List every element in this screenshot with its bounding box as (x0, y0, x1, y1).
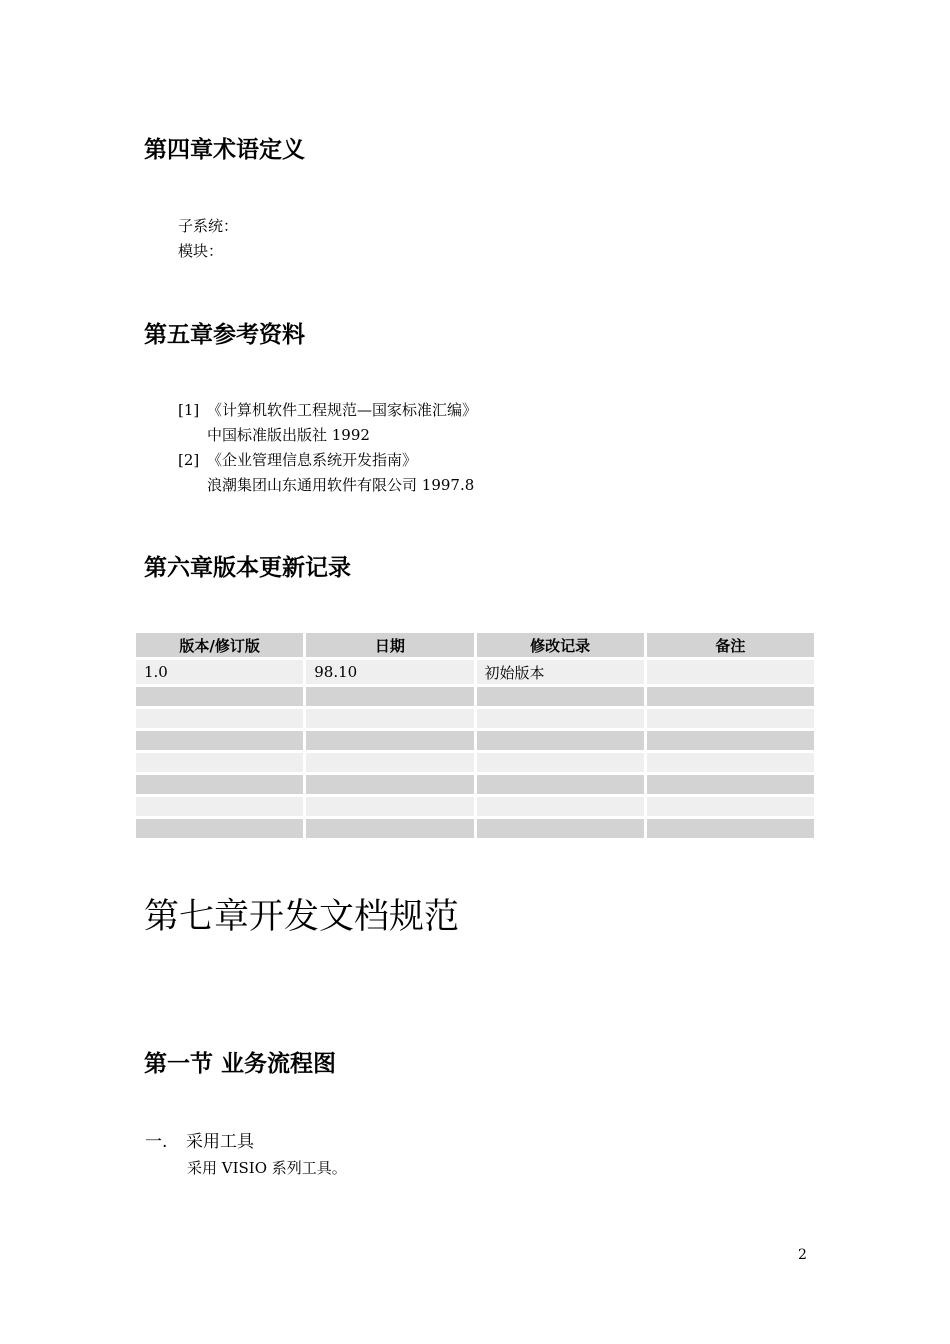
table-cell (477, 819, 644, 838)
table-row (136, 687, 814, 706)
table-cell (136, 687, 303, 706)
table-cell (647, 775, 814, 794)
ref-1-publisher: 中国标准版出版社 1992 (207, 426, 370, 444)
table-cell (136, 753, 303, 772)
header-change-log: 修改记录 (477, 633, 644, 657)
ref-2-number: [2] (178, 451, 200, 469)
header-remarks: 备注 (647, 633, 814, 657)
table-cell (477, 775, 644, 794)
table-row (136, 709, 814, 728)
subsection-title: 采用工具 (186, 1132, 254, 1152)
ref-2-title: 《企业管理信息系统开发指南》 (207, 451, 418, 469)
table-cell (306, 753, 473, 772)
table-cell (477, 687, 644, 706)
table-cell: 98.10 (306, 660, 473, 684)
ref-1-title: 《计算机软件工程规范—国家标准汇编》 (207, 401, 478, 419)
table-cell: 初始版本 (477, 660, 644, 684)
table-cell (136, 819, 303, 838)
table-cell (647, 660, 814, 684)
ref-2-publisher: 浪潮集团山东通用软件有限公司 1997.8 (207, 476, 475, 494)
section1-title: 第一节 业务流程图 (144, 1051, 337, 1077)
table-cell (136, 797, 303, 816)
chapter7-title: 第七章开发文档规范 (144, 897, 460, 937)
table-cell (647, 687, 814, 706)
chapter5-title: 第五章参考资料 (144, 322, 305, 348)
header-date: 日期 (306, 633, 473, 657)
table-cell (477, 709, 644, 728)
table-cell (647, 797, 814, 816)
table-row (136, 753, 814, 772)
table-row (136, 660, 814, 684)
ref-1-number: [1] (178, 401, 200, 419)
table-cell (647, 753, 814, 772)
table-cell (477, 731, 644, 750)
table-cell (136, 775, 303, 794)
term-module: 模块： (178, 242, 224, 260)
table-header-row (136, 633, 814, 657)
page-number: 2 (798, 1247, 807, 1263)
table-cell (306, 687, 473, 706)
revision-table (133, 630, 817, 841)
term-subsystem: 子系统： (178, 217, 239, 235)
table-row (136, 775, 814, 794)
chapter4-title: 第四章术语定义 (144, 137, 305, 163)
table-cell (306, 731, 473, 750)
table-row (136, 797, 814, 816)
table-cell (477, 797, 644, 816)
table-cell (136, 709, 303, 728)
table-cell (306, 797, 473, 816)
table-cell (136, 731, 303, 750)
subsection-text: 采用 VISIO 系列工具。 (187, 1159, 347, 1177)
table-row (136, 819, 814, 838)
table-cell (306, 709, 473, 728)
table-cell (306, 775, 473, 794)
table-row (136, 731, 814, 750)
table-cell: 1.0 (136, 660, 303, 684)
table-cell (647, 819, 814, 838)
table-cell (647, 731, 814, 750)
chapter6-title: 第六章版本更新记录 (144, 555, 351, 581)
subsection-number: 一. (145, 1132, 168, 1152)
table-cell (306, 819, 473, 838)
header-version: 版本/修订版 (136, 633, 303, 657)
table-cell (647, 709, 814, 728)
table-cell (477, 753, 644, 772)
